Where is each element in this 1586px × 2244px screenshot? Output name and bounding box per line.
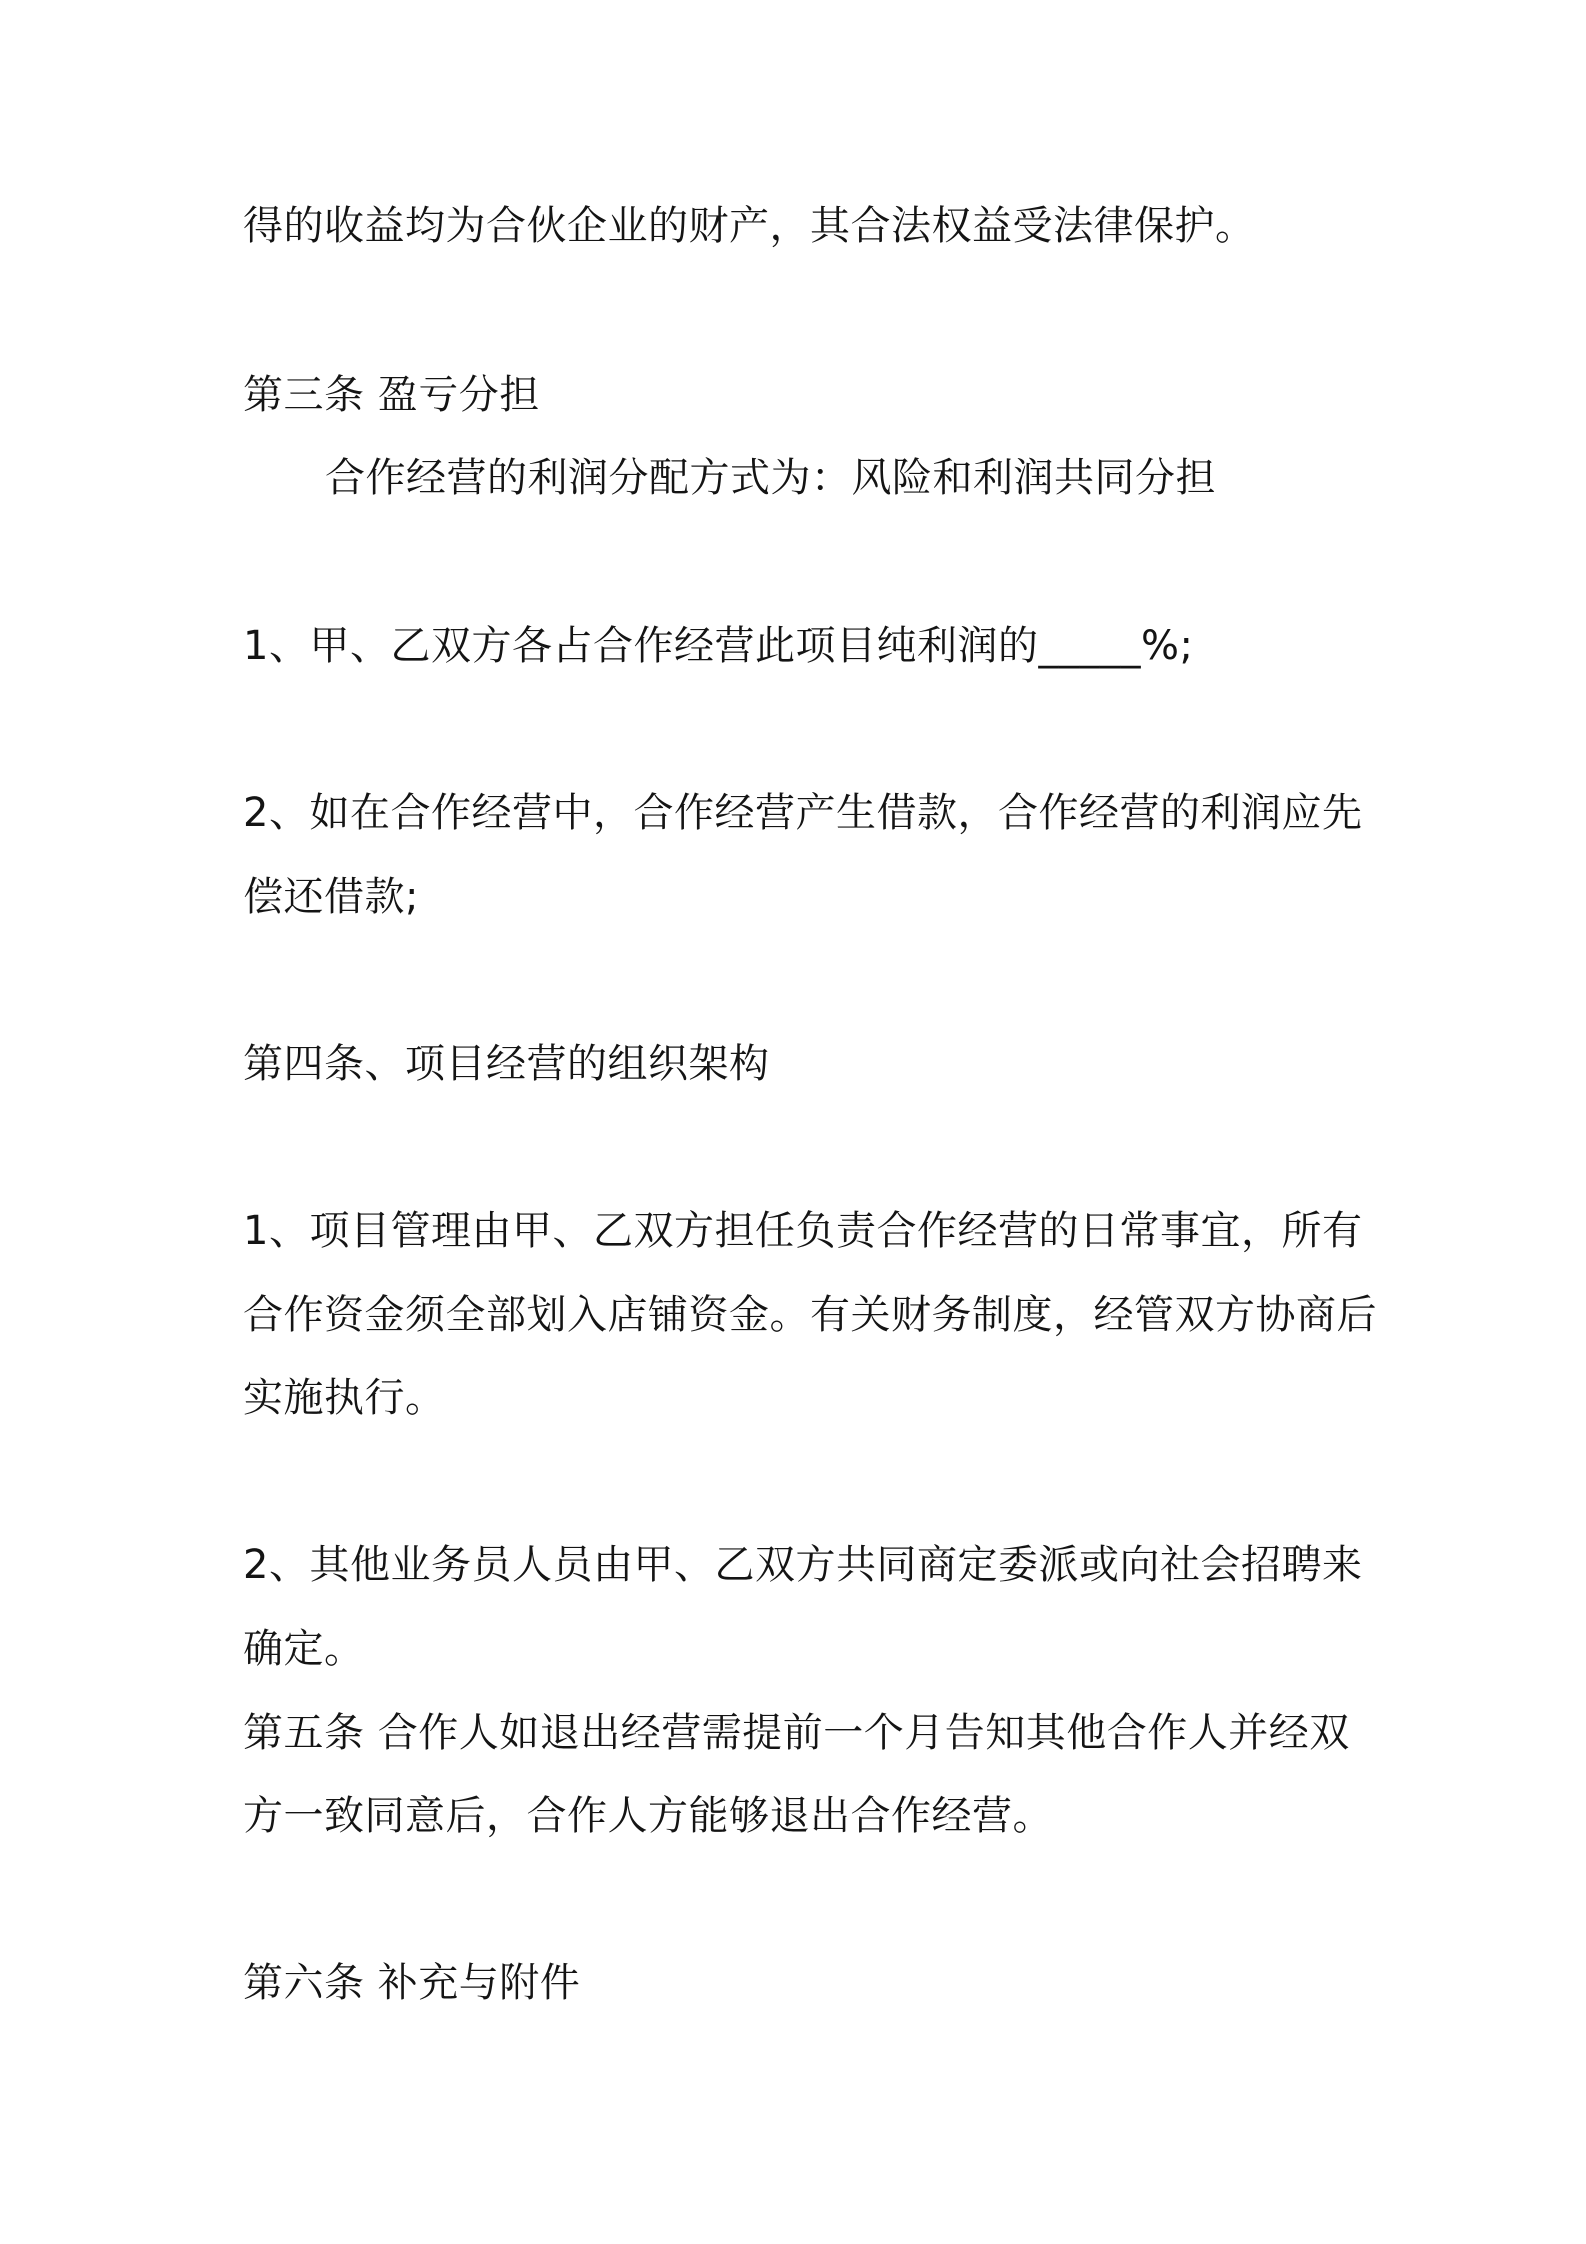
article-5-paragraph: 第五条 合作人如退出经营需提前一个月告知其他合作人并经双: [243, 1710, 1350, 1756]
paragraph-line: 确定。: [243, 1626, 365, 1672]
paragraph-line: 2、如在合作经营中，合作经营产生借款，合作经营的利润应先: [243, 790, 1363, 836]
paragraph-line: 1、甲、乙双方各占合作经营此项目纯利润的_____%;: [243, 623, 1194, 669]
paragraph-line: 1、项目管理由甲、乙双方担任负责合作经营的日常事宜，所有: [243, 1208, 1363, 1254]
article-3-heading: 第三条 盈亏分担: [243, 372, 540, 418]
paragraph-line: 合作资金须全部划入店铺资金。有关财务制度，经管双方协商后: [243, 1292, 1377, 1338]
paragraph-line: 合作经营的利润分配方式为：风险和利润共同分担: [325, 455, 1216, 501]
paragraph-line: 方一致同意后，合作人方能够退出合作经营。: [243, 1793, 1053, 1839]
article-6-heading: 第六条 补充与附件: [243, 1960, 581, 2006]
paragraph-line: 得的收益均为合伙企业的财产，其合法权益受法律保护。: [243, 203, 1256, 249]
article-4-heading: 第四条、项目经营的组织架构: [243, 1041, 770, 1087]
paragraph-line: 2、其他业务员人员由甲、乙双方共同商定委派或向社会招聘来: [243, 1542, 1363, 1588]
paragraph-line: 实施执行。: [243, 1375, 446, 1421]
paragraph-line: 偿还借款;: [243, 874, 419, 920]
